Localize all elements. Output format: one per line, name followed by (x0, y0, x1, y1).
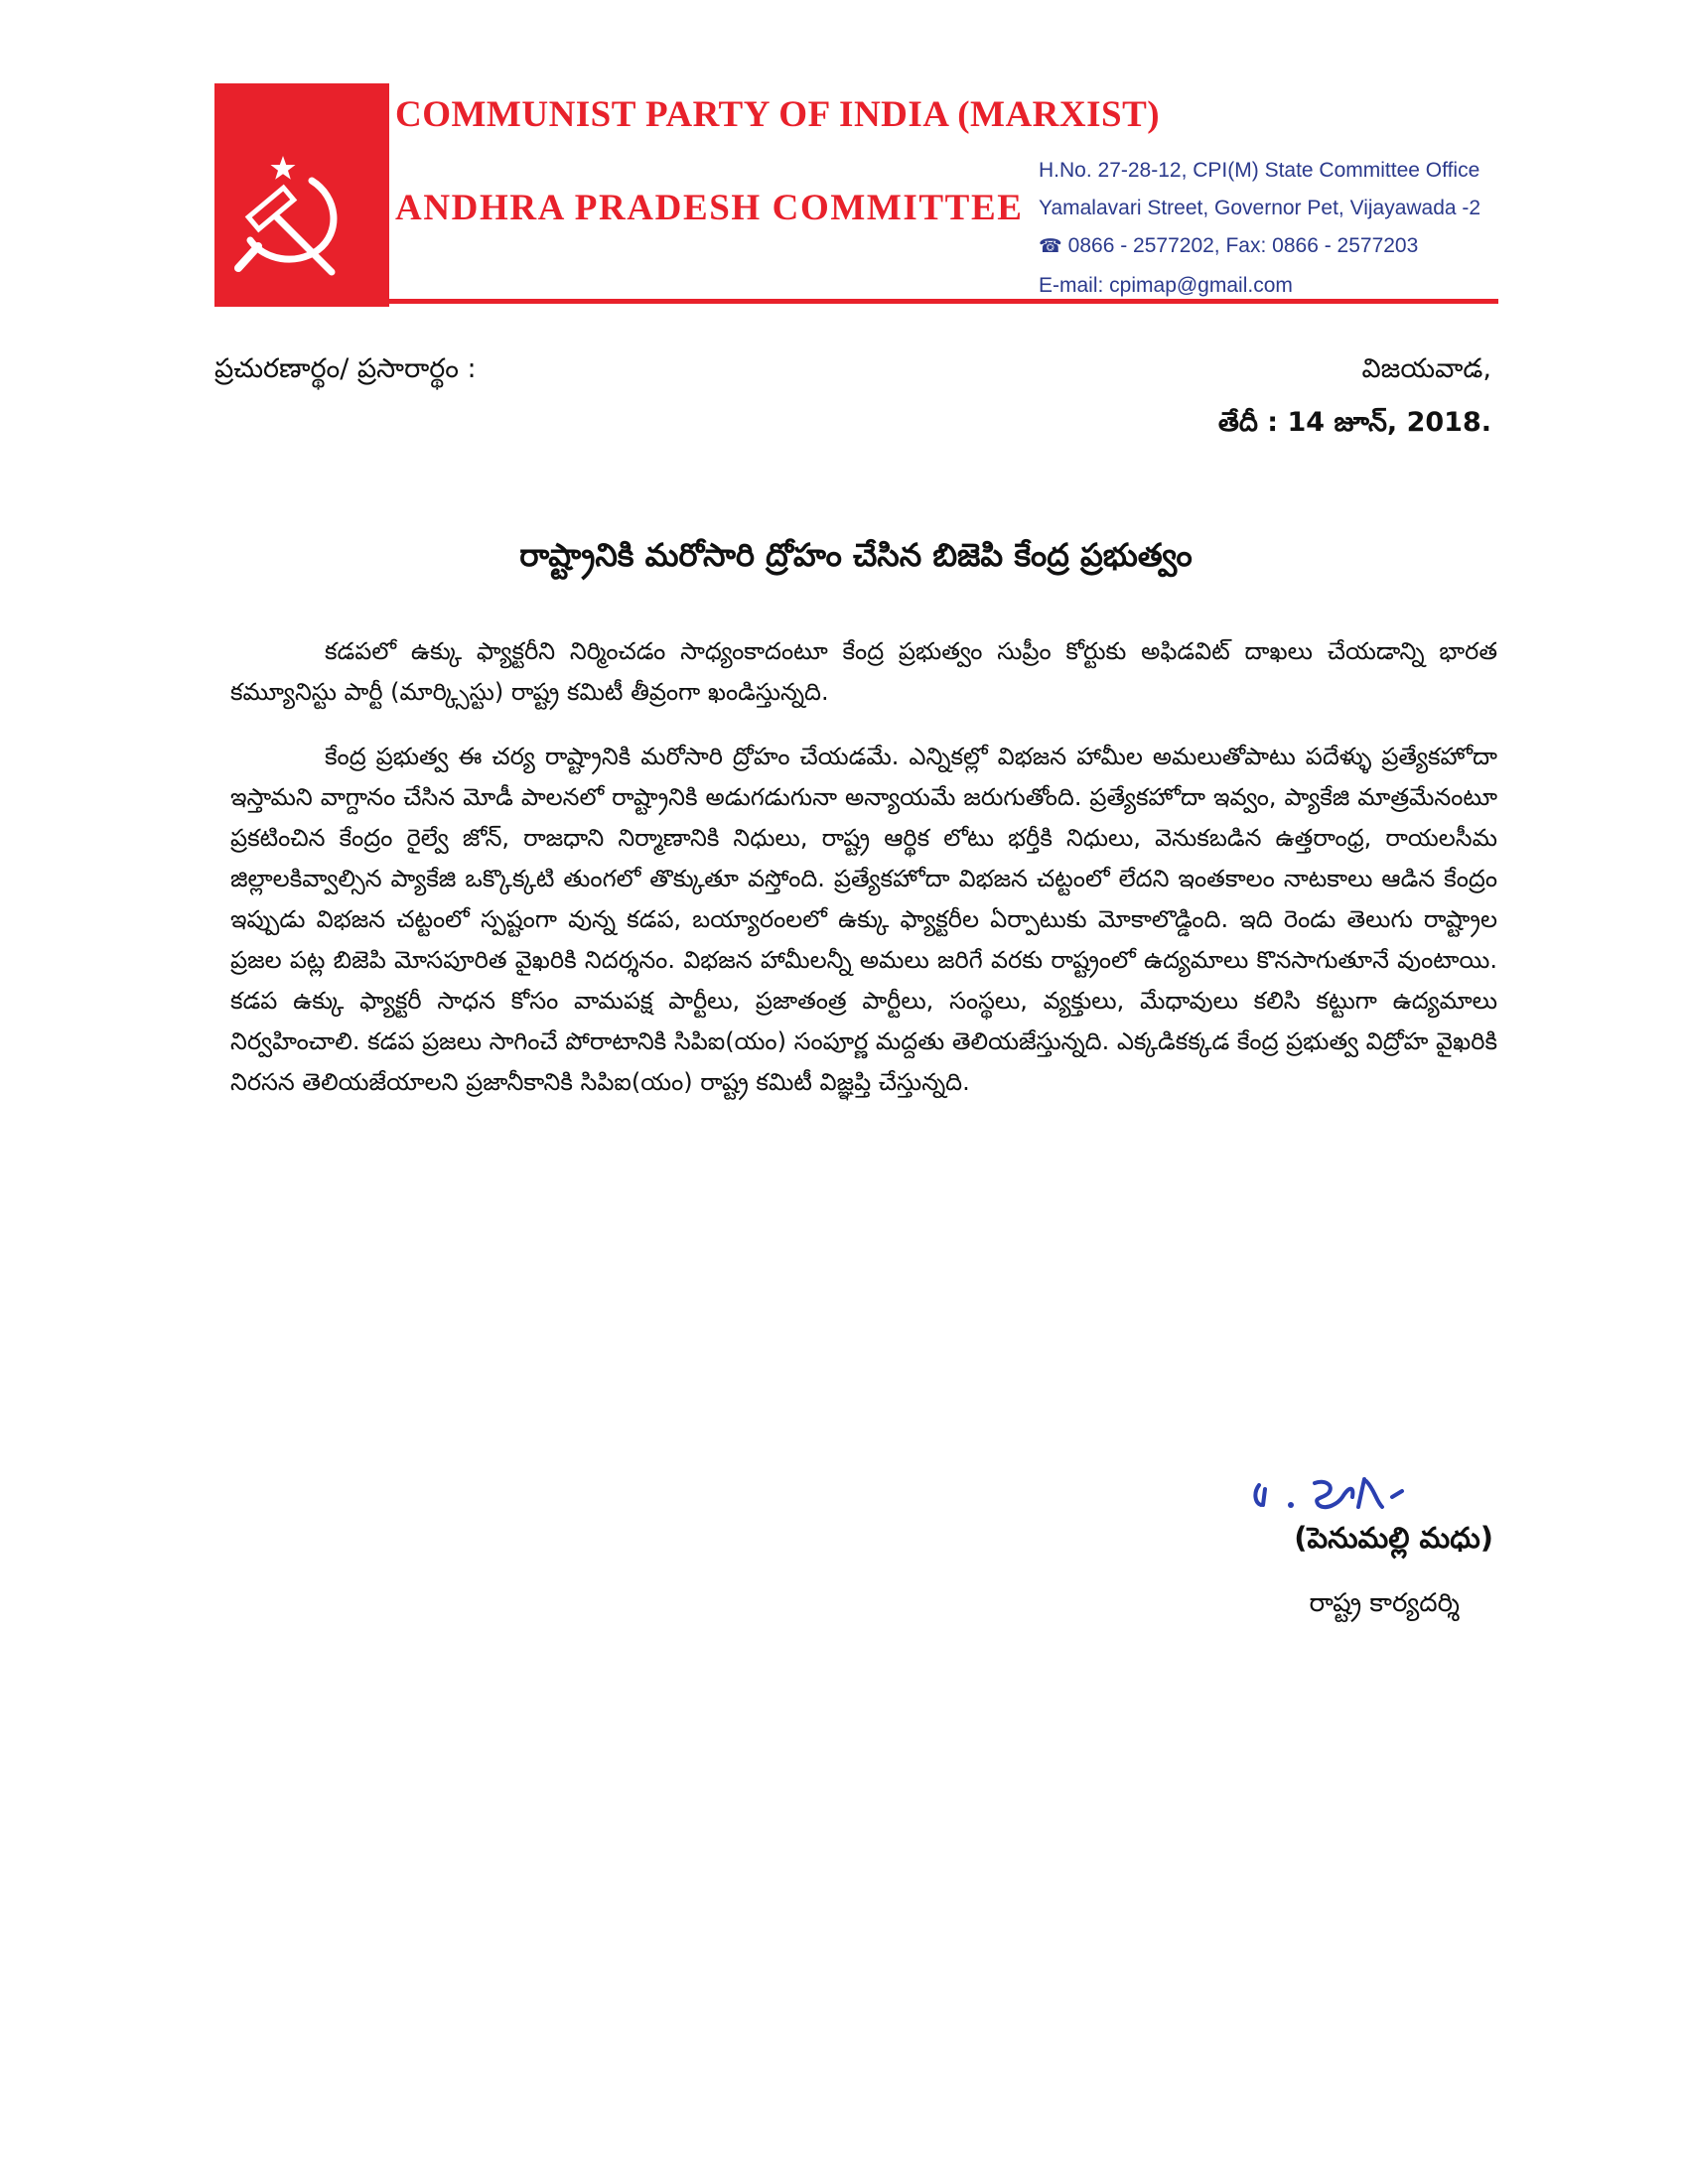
phone-line (1039, 234, 1418, 258)
org-name-line1: COMMUNIST PARTY OF INDIA (MARXIST) (395, 94, 1161, 135)
star-shape (271, 156, 296, 180)
hammer-sickle-star-icon (214, 83, 389, 307)
place-line: విజయవాడ, (1361, 353, 1491, 384)
party-logo (214, 83, 389, 307)
address-line2: Yamalavari Street, Governor Pet, Vijayawada -2 (1039, 197, 1481, 219)
signatory-title: రాష్ట్ర కార్యదర్శి (1309, 1588, 1460, 1618)
phone-text: 0866 - 2577202, Fax: 0866 - 2577203 (1067, 234, 1419, 257)
sickle-handle (238, 246, 258, 268)
date-line: తేదీ : 14 జూన్‌, 2018. (1217, 407, 1491, 438)
press-release-label: ప్రచురణార్థం/ ప్రసారార్థం : (214, 353, 477, 384)
header-divider (389, 299, 1498, 304)
org-name-line2: ANDHRA PRADESH COMMITTEE (395, 188, 1024, 228)
signatory-name: (పెనుమల్లి మధు) (1294, 1521, 1493, 1555)
page-title: రాష్ట్రానికి మరోసారి ద్రోహం చేసిన బిజెపి కేంద్ర ప్రభుత్వం (519, 536, 1193, 574)
paragraph: కేంద్ర ప్రభుత్వ ఈ చర్య రాష్ట్రానికి మరోసారి ద్రోహం చేయడమే. ఎన్నికల్లో విభజన హామీల అమలుతోపాటు పదేళ్ళు ప్రత్యేకహోదా ఇస్తామని వాగ్దానం చేసిన మోడీ పాలనలో రాష్ట్రానికి అడుగడుగునా అన్యాయమే జరుగుతోంది. ప్రత్యేకహోదా ఇవ్వం, ప్యాకేజి మాత్రమేనంటూ ప్రకటించిన కేంద్రం రైల్వే జోన్‌, రాజధాని నిర్మాణానికి నిధులు, రాష్ట్ర ఆర్థిక లోటు భర్తీకి నిధులు, వెనుకబడిన ఉత్తరాంధ్ర, రాయలసీమ జిల్లాలకివ్వాల్సిన ప్యాకేజి ఒక్కొక్కటి తుంగలో తొక్కుతూ వస్తోంది. ప్రత్యేకహోదా విభజన చట్టంలో లేదని ఇంతకాలం నాటకాలు ఆడిన కేంద్రం ఇప్పుడు విభజన చట్టంలో స్పష్టంగా వున్న కడప, బయ్యారంలలో ఉక్కు ఫ్యాక్టరీల ఏర్పాటుకు మోకాలొడ్డింది. ఇది రెండు తెలుగు రాష్ట్రాల ప్రజల పట్ల బిజెపి మోసపూరిత వైఖరికి నిదర్శనం. విభజన హామీలన్నీ అమలు జరిగే వరకు రాష్ట్రంలో ఉద్యమాలు కొనసాగుతూనే వుంటాయి. కడప ఉక్కు ఫ్యాక్టరీ సాధన కోసం వామపక్ష పార్టీలు, ప్రజాతంత్ర పార్టీలు, సంస్థలు, వ్యక్తులు, మేధావులు కలిసి కట్టుగా ఉద్యమాలు నిర్వహించాలి. కడప ప్రజలు సాగించే పోరాటానికి సిపిఐ(యం) సంపూర్ణ మద్దతు తెలియజేస్తున్నది. ఎక్కడికక్కడ కేంద్ర ప్రభుత్వ విద్రోహ వైఖరికి నిరసన తెలియజేయాలని ప్రజానీకానికి సిపిఐ(యం) రాష్ట్ర కమిటీ విజ్ఞప్తి చేస్తున్నది. (230, 743, 1497, 1096)
email-line: E-mail: cpimap@gmail.com (1039, 274, 1293, 297)
sickle-shape (250, 181, 334, 259)
document-body (230, 631, 1497, 1127)
address-line1: H.No. 27-28-12, CPI(M) State Committee Office (1039, 159, 1480, 182)
phone-icon: ☎ (1039, 236, 1062, 257)
paragraph: కడపలో ఉక్కు ఫ్యాక్టరీని నిర్మించడం సాధ్యంకాదంటూ కేంద్ర ప్రభుత్వం సుప్రీం కోర్టుకు అఫిడవిట్‌ దాఖలు చేయడాన్ని భారత కమ్యూనిస్టు పార్టీ (మార్క్సిస్టు) రాష్ట్ర కమిటీ తీవ్రంగా ఖండిస్తున్నది. (230, 637, 1497, 706)
